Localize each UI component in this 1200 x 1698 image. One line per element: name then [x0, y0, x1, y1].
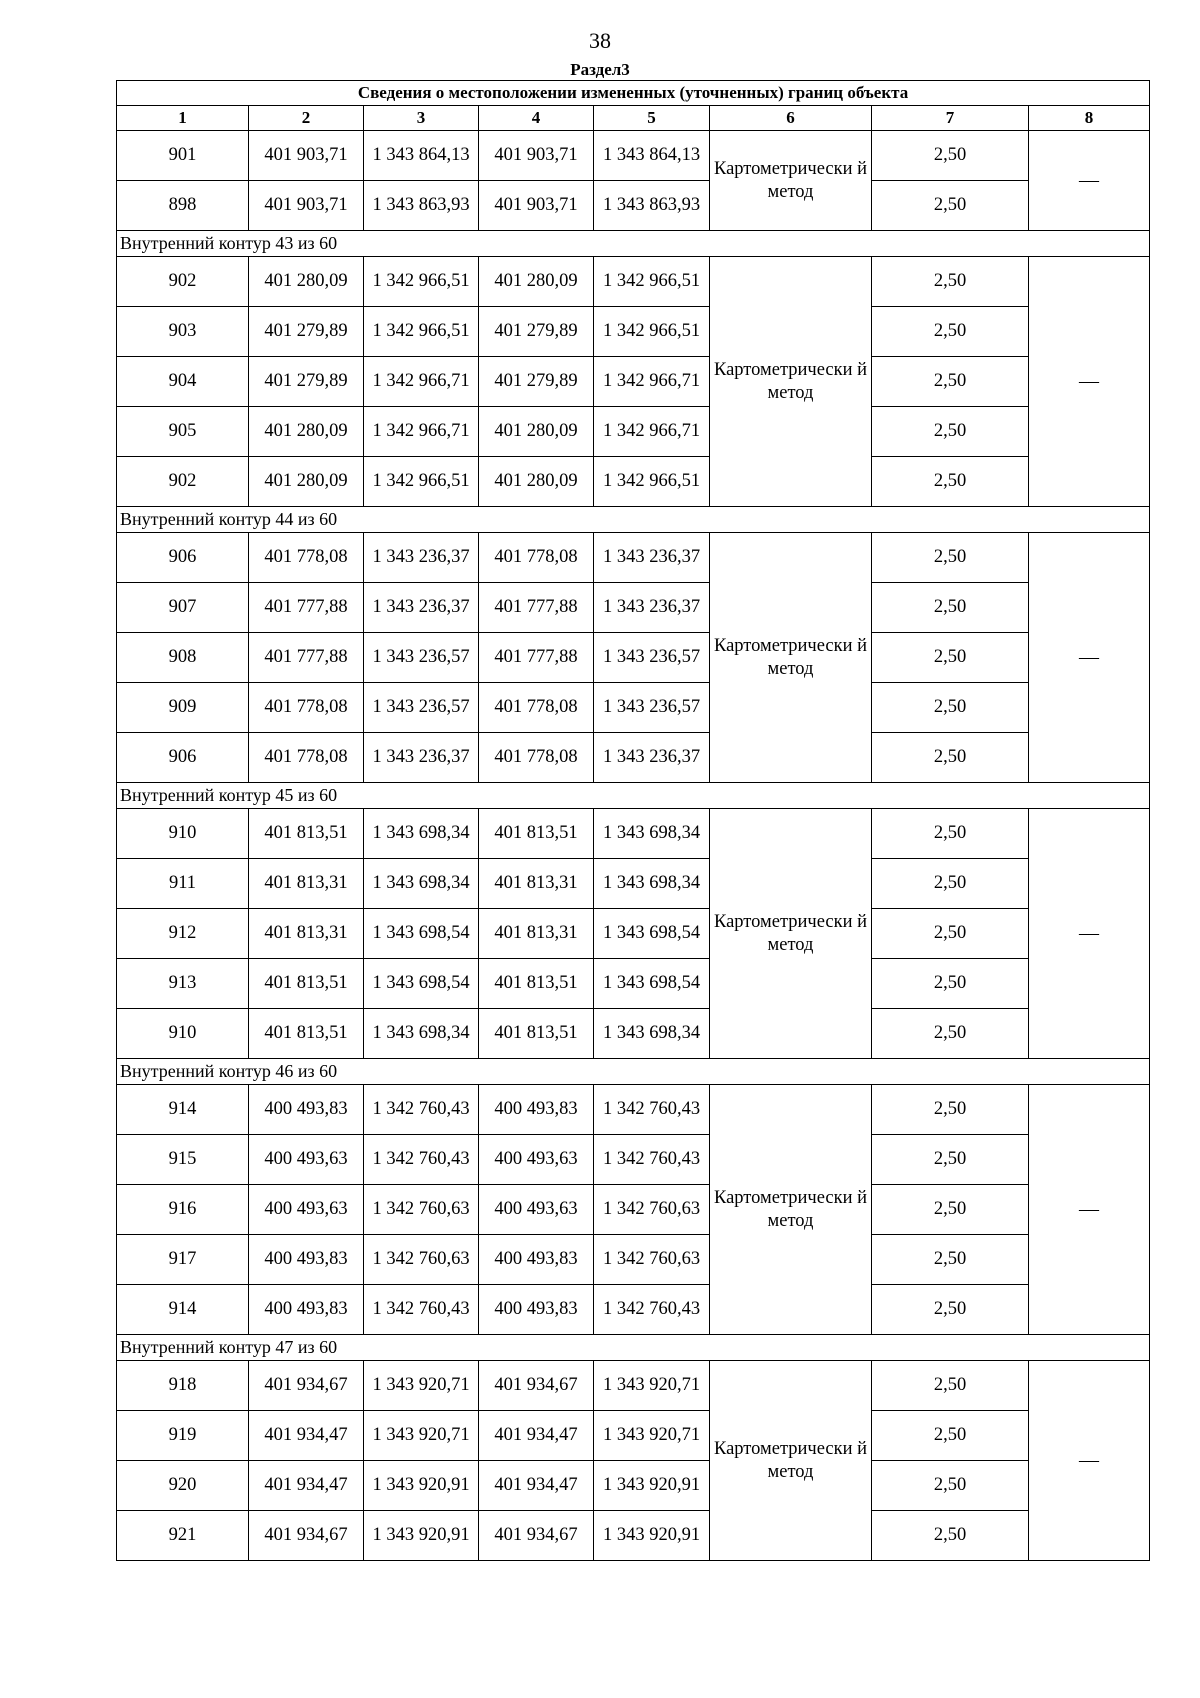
coordinate-x-old-cell: 401 280,09: [249, 457, 364, 507]
coordinate-x-old-cell: 400 493,63: [249, 1185, 364, 1235]
coordinate-x-new-cell: 401 813,31: [479, 859, 594, 909]
table-row: [117, 1235, 1150, 1285]
contour-label: Внутренний контур 43 из 60: [117, 231, 1150, 257]
table-row: [117, 1085, 1150, 1135]
coordinate-y-new-cell: 1 343 920,91: [594, 1461, 710, 1511]
table-row: [117, 733, 1150, 783]
coordinate-x-new-cell: 401 934,67: [479, 1361, 594, 1411]
coordinate-x-old-cell: 401 280,09: [249, 407, 364, 457]
coordinate-x-new-cell: 401 280,09: [479, 257, 594, 307]
table-row: [117, 1009, 1150, 1059]
coordinate-y-new-cell: 1 342 760,43: [594, 1285, 710, 1335]
coordinate-y-old-cell: 1 342 760,63: [364, 1235, 479, 1285]
table-row: [117, 1361, 1150, 1411]
accuracy-cell: 2,50: [872, 1135, 1029, 1185]
coordinate-x-old-cell: 401 813,31: [249, 859, 364, 909]
coordinate-x-new-cell: 401 903,71: [479, 131, 594, 181]
coordinate-y-new-cell: 1 342 966,51: [594, 307, 710, 357]
coordinate-y-new-cell: 1 343 863,93: [594, 181, 710, 231]
accuracy-cell: 2,50: [872, 809, 1029, 859]
boundary-table: [116, 80, 1150, 1561]
point-number-cell: 898: [117, 181, 249, 231]
coordinate-y-old-cell: 1 342 966,51: [364, 307, 479, 357]
point-number-cell: 917: [117, 1235, 249, 1285]
coordinate-x-new-cell: 401 777,88: [479, 633, 594, 683]
coordinate-y-new-cell: 1 342 760,63: [594, 1235, 710, 1285]
contour-header-row: [117, 783, 1150, 809]
description-dash-cell: —: [1029, 533, 1150, 783]
point-number-cell: 903: [117, 307, 249, 357]
coordinate-y-old-cell: 1 342 966,71: [364, 357, 479, 407]
coordinate-y-new-cell: 1 342 760,63: [594, 1185, 710, 1235]
coordinate-x-new-cell: 401 813,31: [479, 909, 594, 959]
coordinate-x-old-cell: 400 493,63: [249, 1135, 364, 1185]
coordinate-y-new-cell: 1 343 698,34: [594, 1009, 710, 1059]
coordinate-y-old-cell: 1 342 966,51: [364, 257, 479, 307]
coordinate-x-new-cell: 401 280,09: [479, 457, 594, 507]
table-row: [117, 1411, 1150, 1461]
coordinate-y-new-cell: 1 343 236,57: [594, 633, 710, 683]
coordinate-x-old-cell: 401 934,67: [249, 1511, 364, 1561]
column-header: 7: [872, 106, 1029, 131]
column-header: 5: [594, 106, 710, 131]
method-cell: Картометрически й метод: [710, 809, 872, 1059]
coordinate-y-old-cell: 1 343 920,71: [364, 1361, 479, 1411]
point-number-cell: 910: [117, 1009, 249, 1059]
page-number: 38: [589, 28, 611, 53]
accuracy-cell: 2,50: [872, 533, 1029, 583]
table-body: [117, 131, 1150, 1561]
accuracy-cell: 2,50: [872, 131, 1029, 181]
coordinate-y-old-cell: 1 343 920,91: [364, 1511, 479, 1561]
accuracy-cell: 2,50: [872, 1461, 1029, 1511]
coordinate-y-new-cell: 1 343 920,91: [594, 1511, 710, 1561]
accuracy-cell: 2,50: [872, 1361, 1029, 1411]
coordinate-x-old-cell: 401 778,08: [249, 533, 364, 583]
coordinate-y-old-cell: 1 343 863,93: [364, 181, 479, 231]
table-row: [117, 583, 1150, 633]
coordinate-x-old-cell: 401 934,47: [249, 1411, 364, 1461]
coordinate-x-new-cell: 400 493,83: [479, 1085, 594, 1135]
section-title: Раздел3: [570, 60, 630, 79]
table-row: [117, 909, 1150, 959]
column-header: 3: [364, 106, 479, 131]
coordinate-y-old-cell: 1 342 760,63: [364, 1185, 479, 1235]
table-row: [117, 859, 1150, 909]
contour-header-row: [117, 507, 1150, 533]
table-row: [117, 131, 1150, 181]
coordinate-y-old-cell: 1 343 698,34: [364, 1009, 479, 1059]
coordinate-y-new-cell: 1 343 698,54: [594, 909, 710, 959]
coordinate-y-new-cell: 1 342 966,71: [594, 357, 710, 407]
point-number-cell: 905: [117, 407, 249, 457]
coordinate-x-new-cell: 401 280,09: [479, 407, 594, 457]
table-row: [117, 1285, 1150, 1335]
coordinate-x-old-cell: 401 279,89: [249, 307, 364, 357]
coordinate-y-old-cell: 1 342 760,43: [364, 1285, 479, 1335]
accuracy-cell: 2,50: [872, 257, 1029, 307]
table-row: [117, 257, 1150, 307]
coordinate-y-old-cell: 1 343 236,57: [364, 633, 479, 683]
coordinate-x-new-cell: 401 813,51: [479, 959, 594, 1009]
coordinate-y-new-cell: 1 342 966,71: [594, 407, 710, 457]
point-number-cell: 911: [117, 859, 249, 909]
accuracy-cell: 2,50: [872, 1285, 1029, 1335]
accuracy-cell: 2,50: [872, 357, 1029, 407]
contour-header-row: [117, 231, 1150, 257]
coordinate-x-new-cell: 401 778,08: [479, 683, 594, 733]
coordinate-y-old-cell: 1 343 698,34: [364, 809, 479, 859]
method-cell: Картометрически й метод: [710, 1361, 872, 1561]
table-row: [117, 1135, 1150, 1185]
description-dash-cell: —: [1029, 257, 1150, 507]
coordinate-y-old-cell: 1 343 236,57: [364, 683, 479, 733]
method-cell: Картометрически й метод: [710, 257, 872, 507]
point-number-cell: 910: [117, 809, 249, 859]
accuracy-cell: 2,50: [872, 1085, 1029, 1135]
coordinate-y-old-cell: 1 342 966,71: [364, 407, 479, 457]
coordinate-x-old-cell: 401 903,71: [249, 131, 364, 181]
coordinate-x-new-cell: 401 934,47: [479, 1461, 594, 1511]
coordinate-x-new-cell: 401 279,89: [479, 307, 594, 357]
accuracy-cell: 2,50: [872, 733, 1029, 783]
coordinate-y-new-cell: 1 343 236,37: [594, 533, 710, 583]
description-dash-cell: —: [1029, 1085, 1150, 1335]
coordinate-y-new-cell: 1 343 698,34: [594, 809, 710, 859]
coordinate-y-new-cell: 1 342 760,43: [594, 1135, 710, 1185]
contour-header-row: [117, 1059, 1150, 1085]
accuracy-cell: 2,50: [872, 909, 1029, 959]
coordinate-y-old-cell: 1 343 236,37: [364, 583, 479, 633]
coordinate-x-old-cell: 401 279,89: [249, 357, 364, 407]
point-number-cell: 921: [117, 1511, 249, 1561]
accuracy-cell: 2,50: [872, 859, 1029, 909]
accuracy-cell: 2,50: [872, 633, 1029, 683]
table-row: [117, 1461, 1150, 1511]
point-number-cell: 901: [117, 131, 249, 181]
accuracy-cell: 2,50: [872, 1411, 1029, 1461]
table-row: [117, 357, 1150, 407]
point-number-cell: 902: [117, 457, 249, 507]
coordinate-x-old-cell: 401 778,08: [249, 733, 364, 783]
accuracy-cell: 2,50: [872, 683, 1029, 733]
contour-label: Внутренний контур 46 из 60: [117, 1059, 1150, 1085]
point-number-cell: 916: [117, 1185, 249, 1235]
accuracy-cell: 2,50: [872, 959, 1029, 1009]
coordinate-y-new-cell: 1 343 236,57: [594, 683, 710, 733]
coordinate-x-old-cell: 401 813,31: [249, 909, 364, 959]
coordinate-x-new-cell: 401 813,51: [479, 1009, 594, 1059]
coordinate-x-old-cell: 401 934,47: [249, 1461, 364, 1511]
coordinate-x-old-cell: 401 813,51: [249, 809, 364, 859]
point-number-cell: 913: [117, 959, 249, 1009]
coordinate-x-old-cell: 401 777,88: [249, 583, 364, 633]
table-row: [117, 457, 1150, 507]
point-number-cell: 920: [117, 1461, 249, 1511]
table-row: [117, 407, 1150, 457]
contour-header-row: [117, 1335, 1150, 1361]
method-cell: Картометрически й метод: [710, 131, 872, 231]
point-number-cell: 906: [117, 533, 249, 583]
contour-label: Внутренний контур 47 из 60: [117, 1335, 1150, 1361]
table-row: [117, 683, 1150, 733]
coordinate-x-old-cell: 401 778,08: [249, 683, 364, 733]
coordinate-y-old-cell: 1 343 698,34: [364, 859, 479, 909]
coordinate-x-old-cell: 401 813,51: [249, 959, 364, 1009]
coordinate-y-new-cell: 1 342 760,43: [594, 1085, 710, 1135]
coordinate-y-new-cell: 1 343 698,54: [594, 959, 710, 1009]
coordinate-x-old-cell: 401 777,88: [249, 633, 364, 683]
coordinate-x-new-cell: 401 778,08: [479, 733, 594, 783]
coordinate-x-old-cell: 400 493,83: [249, 1285, 364, 1335]
coordinate-y-old-cell: 1 343 920,91: [364, 1461, 479, 1511]
coordinate-y-old-cell: 1 343 920,71: [364, 1411, 479, 1461]
point-number-cell: 907: [117, 583, 249, 633]
method-cell: Картометрически й метод: [710, 1085, 872, 1335]
coordinate-x-old-cell: 400 493,83: [249, 1085, 364, 1135]
table-row: [117, 307, 1150, 357]
coordinate-y-old-cell: 1 343 236,37: [364, 533, 479, 583]
coordinate-y-new-cell: 1 343 698,34: [594, 859, 710, 909]
coordinate-y-new-cell: 1 342 966,51: [594, 457, 710, 507]
coordinate-y-old-cell: 1 342 760,43: [364, 1085, 479, 1135]
coordinate-x-old-cell: 401 280,09: [249, 257, 364, 307]
accuracy-cell: 2,50: [872, 307, 1029, 357]
point-number-cell: 914: [117, 1285, 249, 1335]
coordinate-y-new-cell: 1 343 236,37: [594, 583, 710, 633]
table-row: [117, 809, 1150, 859]
accuracy-cell: 2,50: [872, 181, 1029, 231]
accuracy-cell: 2,50: [872, 1009, 1029, 1059]
coordinate-x-new-cell: 401 934,67: [479, 1511, 594, 1561]
accuracy-cell: 2,50: [872, 457, 1029, 507]
point-number-cell: 904: [117, 357, 249, 407]
coordinate-y-old-cell: 1 343 236,37: [364, 733, 479, 783]
table-row: [117, 1511, 1150, 1561]
table-row: [117, 1185, 1150, 1235]
coordinate-x-new-cell: 401 279,89: [479, 357, 594, 407]
coordinate-x-new-cell: 401 777,88: [479, 583, 594, 633]
point-number-cell: 915: [117, 1135, 249, 1185]
column-header: 4: [479, 106, 594, 131]
point-number-cell: 909: [117, 683, 249, 733]
coordinate-y-old-cell: 1 343 698,54: [364, 959, 479, 1009]
coordinate-x-new-cell: 400 493,63: [479, 1185, 594, 1235]
point-number-cell: 919: [117, 1411, 249, 1461]
description-dash-cell: —: [1029, 1361, 1150, 1561]
table-row: [117, 959, 1150, 1009]
contour-label: Внутренний контур 45 из 60: [117, 783, 1150, 809]
column-header: 1: [117, 106, 249, 131]
coordinate-y-new-cell: 1 342 966,51: [594, 257, 710, 307]
accuracy-cell: 2,50: [872, 1511, 1029, 1561]
table-row: [117, 533, 1150, 583]
coordinate-x-old-cell: 401 813,51: [249, 1009, 364, 1059]
point-number-cell: 918: [117, 1361, 249, 1411]
accuracy-cell: 2,50: [872, 583, 1029, 633]
coordinate-y-old-cell: 1 342 966,51: [364, 457, 479, 507]
coordinate-y-new-cell: 1 343 920,71: [594, 1411, 710, 1461]
coordinate-y-old-cell: 1 343 698,54: [364, 909, 479, 959]
description-dash-cell: —: [1029, 131, 1150, 231]
coordinate-x-old-cell: 401 903,71: [249, 181, 364, 231]
accuracy-cell: 2,50: [872, 1235, 1029, 1285]
coordinate-y-old-cell: 1 342 760,43: [364, 1135, 479, 1185]
accuracy-cell: 2,50: [872, 407, 1029, 457]
coordinate-x-new-cell: 400 493,63: [479, 1135, 594, 1185]
column-header: 2: [249, 106, 364, 131]
point-number-cell: 912: [117, 909, 249, 959]
coordinate-x-new-cell: 400 493,83: [479, 1285, 594, 1335]
coordinate-y-new-cell: 1 343 236,37: [594, 733, 710, 783]
accuracy-cell: 2,50: [872, 1185, 1029, 1235]
point-number-cell: 914: [117, 1085, 249, 1135]
coordinate-y-old-cell: 1 343 864,13: [364, 131, 479, 181]
table-row: [117, 633, 1150, 683]
coordinate-x-new-cell: 401 813,51: [479, 809, 594, 859]
coordinate-y-new-cell: 1 343 864,13: [594, 131, 710, 181]
coordinate-x-old-cell: 401 934,67: [249, 1361, 364, 1411]
coordinate-x-new-cell: 401 903,71: [479, 181, 594, 231]
coordinate-x-new-cell: 400 493,83: [479, 1235, 594, 1285]
point-number-cell: 908: [117, 633, 249, 683]
coordinate-x-old-cell: 400 493,83: [249, 1235, 364, 1285]
point-number-cell: 906: [117, 733, 249, 783]
point-number-cell: 902: [117, 257, 249, 307]
coordinate-y-new-cell: 1 343 920,71: [594, 1361, 710, 1411]
table-title: Сведения о местоположении измененных (уточненных) границ объекта: [117, 81, 1150, 106]
column-header: 8: [1029, 106, 1150, 131]
coordinate-x-new-cell: 401 934,47: [479, 1411, 594, 1461]
table-row: [117, 181, 1150, 231]
description-dash-cell: —: [1029, 809, 1150, 1059]
contour-label: Внутренний контур 44 из 60: [117, 507, 1150, 533]
method-cell: Картометрически й метод: [710, 533, 872, 783]
column-header: 6: [710, 106, 872, 131]
coordinate-x-new-cell: 401 778,08: [479, 533, 594, 583]
